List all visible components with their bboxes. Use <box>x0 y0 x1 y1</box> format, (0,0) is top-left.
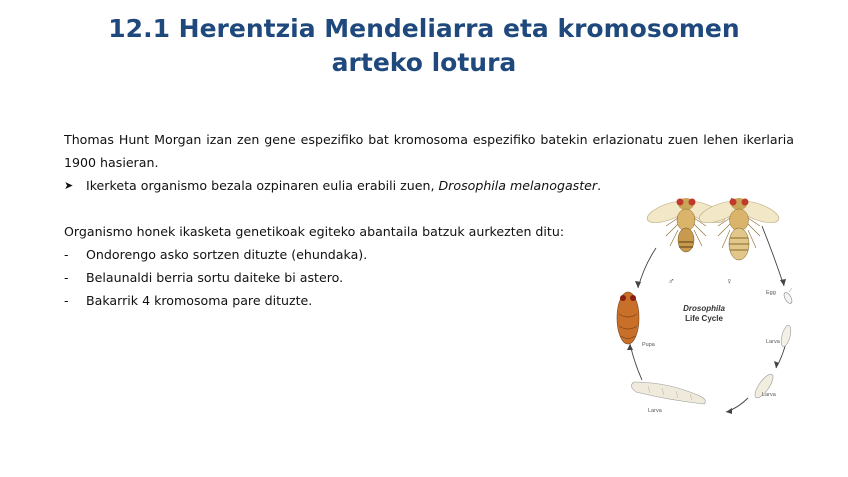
slide-title-line1: 12.1 Herentzia Mendeliarra eta kromosomen <box>108 14 740 43</box>
advantages-paragraph: Organismo honek ikasketa genetikoak egiteko abantaila batzuk aurkezten ditu: <box>64 224 565 239</box>
dash-bullet-icon: - <box>64 270 69 285</box>
female-symbol: ♀ <box>726 276 733 286</box>
dash-bullet-icon: - <box>64 247 69 262</box>
list-item-text: Bakarrik 4 kromosoma pare dituzte. <box>86 293 313 308</box>
larva-large-icon <box>631 382 705 404</box>
slide-title <box>60 12 788 80</box>
stage-label-larva: Larva <box>648 408 662 414</box>
drosophila-life-cycle-figure <box>608 186 798 420</box>
list-item-text: Belaunaldi berria sortu daiteke bi astero. <box>86 270 344 285</box>
stage-label-egg: Egg <box>766 290 776 296</box>
slide-title-line2: arteko lotura <box>331 48 517 77</box>
life-cycle-illustration <box>608 186 798 420</box>
male-symbol: ♂ <box>668 276 675 286</box>
life-cycle-title-species: Drosophila <box>683 304 725 313</box>
arrow-bullet-icon: ➤ <box>64 179 74 192</box>
bullet-text: Ikerketa organismo bezala ozpinaren eulia erabili zuen, <box>86 178 439 193</box>
stage-label-larva: Larva <box>766 339 780 345</box>
stage-label-pupa: Pupa <box>642 342 655 348</box>
list-item-text: Ondorengo asko sortzen dituzte (ehundaka). <box>86 247 368 262</box>
life-cycle-title-text: Life Cycle <box>685 314 723 323</box>
life-cycle-title <box>664 304 744 324</box>
stage-label-larva: Larva <box>762 392 776 398</box>
bullet-species-name: Drosophila melanogaster <box>438 178 598 193</box>
pupa-icon <box>617 292 639 344</box>
intro-paragraph: Thomas Hunt Morgan izan zen gene espezifiko bat kromosoma espezifiko batekin erlazionatu zuen lehen ikerlaria 1900 hasieran. <box>64 132 794 170</box>
bullet-end: . <box>597 178 602 193</box>
egg-icon <box>782 288 793 305</box>
dash-bullet-icon: - <box>64 293 69 308</box>
larva-small-icon <box>779 324 792 347</box>
arrow-bullet-text <box>86 174 601 197</box>
